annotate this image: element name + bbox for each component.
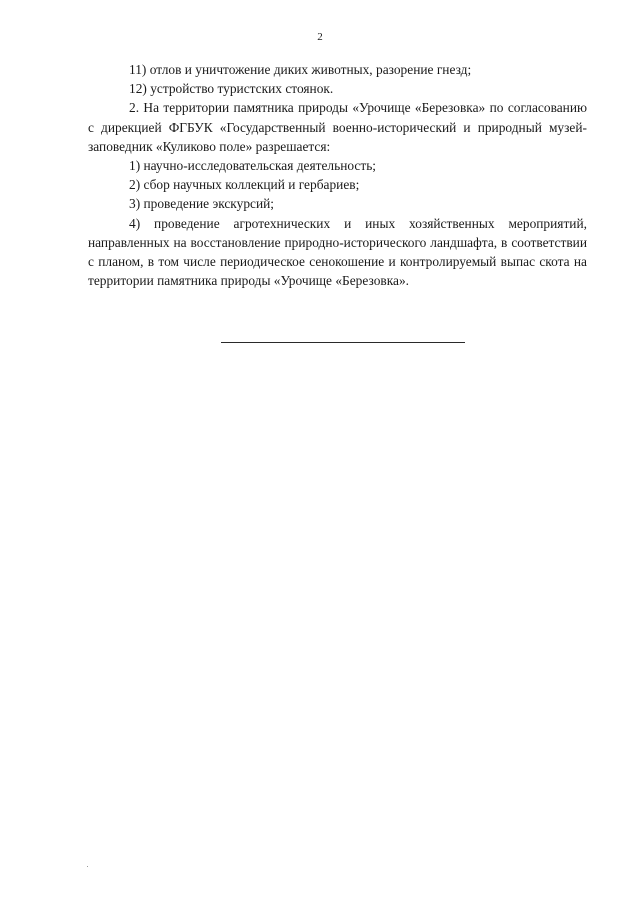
list-item-11: 11) отлов и уничтожение диких животных, разорение гнезд; [129, 62, 472, 77]
scan-speck [87, 866, 88, 867]
permitted-item-3: 3) проведение экскурсий; [129, 196, 275, 212]
permitted-item-1: 1) научно-исследовательская деятельность; [129, 158, 377, 174]
list-item-12: 12) устройство туристских стоянок. [129, 81, 334, 97]
permitted-item-2: 2) сбор научных коллекций и гербариев; [129, 177, 360, 193]
page-number: 2 [317, 31, 323, 43]
document-body [88, 60, 587, 290]
end-divider-line [221, 342, 465, 343]
permitted-item-4: 4) проведение агротехнических и иных хозяйственных мероприятий, направленных на восстановление природно-исторического ландшафта, в соответствии с планом, в том числе периодическое сенокошение и контролируемый выпас скота на территории памятника природы «Урочище «Березовка». [88, 215, 587, 289]
section-2-paragraph: 2. На территории памятника природы «Урочище «Березовка» по согласованию с дирекцией ФГБУК «Государственный военно-исторический и природный музей-заповедник «Куликово поле» разрешается: [88, 100, 587, 154]
